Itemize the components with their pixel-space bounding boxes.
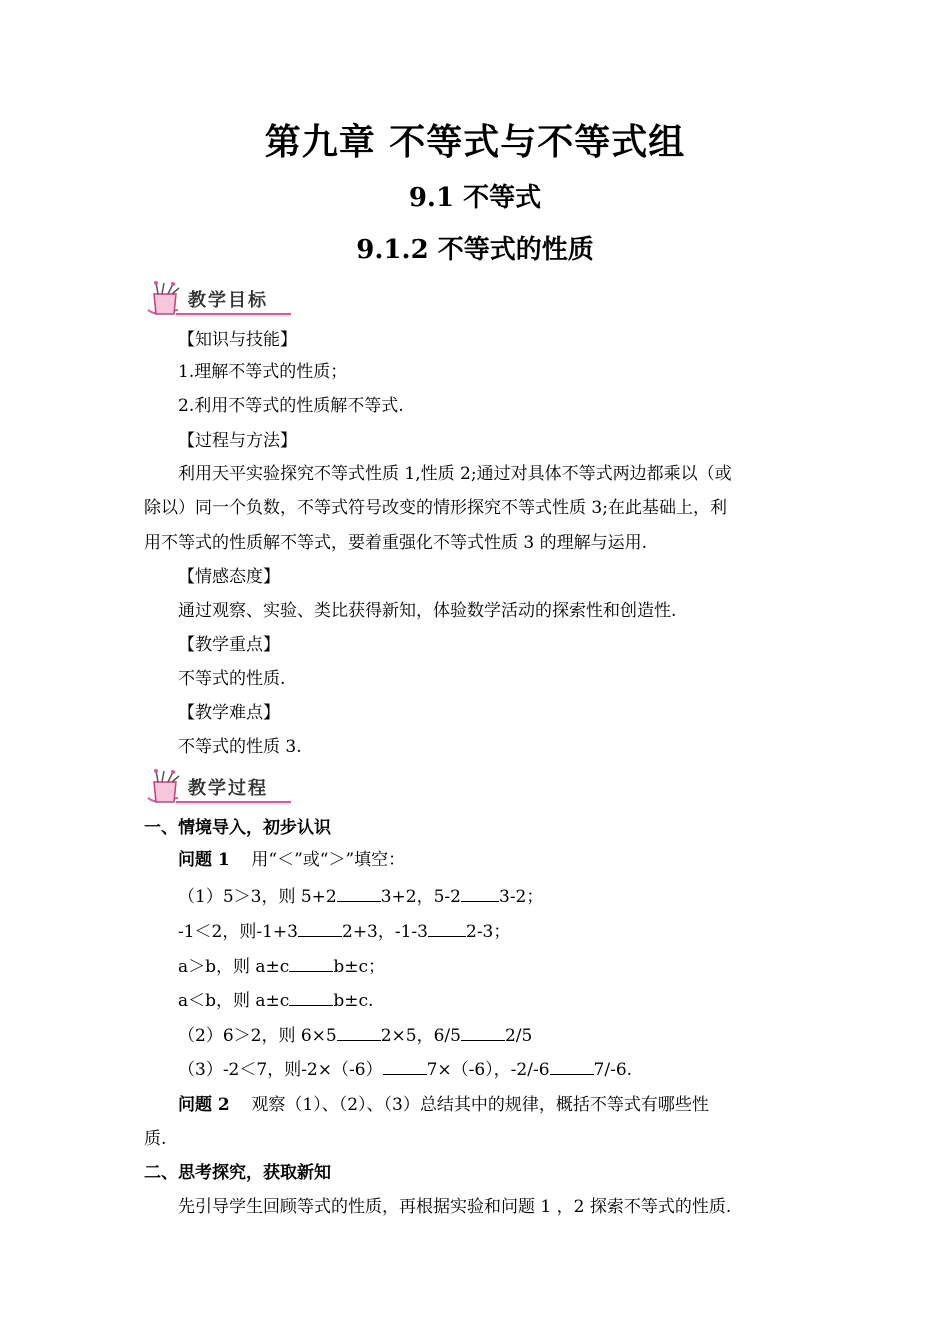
knowledge-item-2: 2.利用不等式的性质解不等式.	[178, 396, 404, 416]
question-1-text: 用“＜”或“＞”填空：	[251, 850, 406, 870]
exercise-text: 7×（-6），-2/-6	[426, 1060, 550, 1080]
key-text: 不等式的性质.	[178, 669, 286, 689]
exercise-text: a＞b，则 a±c	[178, 957, 290, 977]
exercise-text: a＜b，则 a±c	[178, 991, 290, 1011]
answer-blank	[337, 1023, 381, 1041]
answer-blank	[383, 1057, 427, 1075]
question-2-text: 观察（1）、（2）、（3）总结其中的规律，概括不等式有哪些性	[251, 1095, 709, 1115]
goals-banner	[146, 280, 291, 320]
question-2	[178, 1093, 709, 1117]
emotion-text: 通过观察、实验、类比获得新知，体验数学活动的探索性和创造性.	[178, 601, 677, 621]
answer-blank	[337, 884, 381, 902]
exercise-line-6	[178, 1057, 632, 1082]
section-title: 9.1 不等式	[408, 183, 542, 213]
goals-banner-label: 教学目标	[188, 290, 268, 311]
process-banner-label: 教学过程	[188, 778, 268, 799]
difficult-text: 不等式的性质 3.	[178, 737, 302, 757]
exercise-line-2	[178, 919, 510, 944]
section2-text: 先引导学生回顾等式的性质，再根据实验和问题 1 ，2 探索不等式的性质.	[178, 1197, 732, 1217]
exercise-text: 2/5	[504, 1026, 533, 1046]
exercise-line-4	[178, 988, 373, 1013]
exercise-line-1	[178, 884, 543, 909]
exercise-text: 7/-6.	[593, 1060, 633, 1080]
exercise-text: -1＜2，则-1+3	[178, 922, 298, 942]
emotion-heading: 【情感态度】	[178, 567, 280, 587]
process-paragraph-line-2: 除以）同一个负数，不等式符号改变的情形探究不等式性质 3;在此基础上，利	[144, 498, 727, 518]
exercise-text: b±c.	[333, 991, 374, 1011]
process-paragraph-line-1: 利用天平实验探究不等式性质 1,性质 2;通过对具体不等式两边都乘以（或	[178, 464, 732, 484]
process-heading: 【过程与方法】	[178, 431, 297, 451]
subsection-title: 9.1.2 不等式的性质	[356, 235, 594, 265]
key-heading: 【教学重点】	[178, 635, 280, 655]
question-1	[178, 848, 405, 872]
exercise-text: （2）6＞2，则 6×5	[178, 1026, 337, 1046]
answer-blank	[461, 884, 499, 902]
exercise-line-5	[178, 1023, 532, 1048]
answer-blank	[550, 1057, 594, 1075]
question-2-continued: 质.	[144, 1129, 167, 1149]
exercise-text: （1）5＞3，则 5+2	[178, 887, 337, 907]
chapter-title: 第九章 不等式与不等式组	[264, 121, 686, 163]
answer-blank	[289, 988, 333, 1006]
question-2-label: 问题 2	[178, 1095, 230, 1115]
section2-heading: 二、思考探究，获取新知	[144, 1163, 331, 1183]
knowledge-item-1: 1.理解不等式的性质；	[178, 362, 348, 382]
answer-blank	[298, 919, 342, 937]
process-paragraph-line-3: 用不等式的性质解不等式，要着重强化不等式性质 3 的理解与运用.	[144, 533, 648, 553]
exercise-text: （3）-2＜7，则-2×（-6）	[178, 1060, 383, 1080]
exercise-text: 2×5，6/5	[380, 1026, 461, 1046]
answer-blank	[428, 919, 466, 937]
exercise-text: 3-2；	[499, 887, 544, 907]
process-banner	[146, 768, 291, 808]
exercise-text: b±c；	[333, 957, 385, 977]
exercise-text: 3+2，5-2	[380, 887, 461, 907]
exercise-text: 2+3，-1-3	[342, 922, 428, 942]
knowledge-heading: 【知识与技能】	[178, 330, 297, 350]
difficult-heading: 【教学难点】	[178, 703, 280, 723]
answer-blank	[289, 954, 333, 972]
section1-heading: 一、情境导入，初步认识	[144, 818, 331, 838]
exercise-line-3	[178, 954, 385, 979]
answer-blank	[461, 1023, 505, 1041]
exercise-text: 2-3；	[466, 922, 511, 942]
question-1-label: 问题 1	[178, 850, 230, 870]
